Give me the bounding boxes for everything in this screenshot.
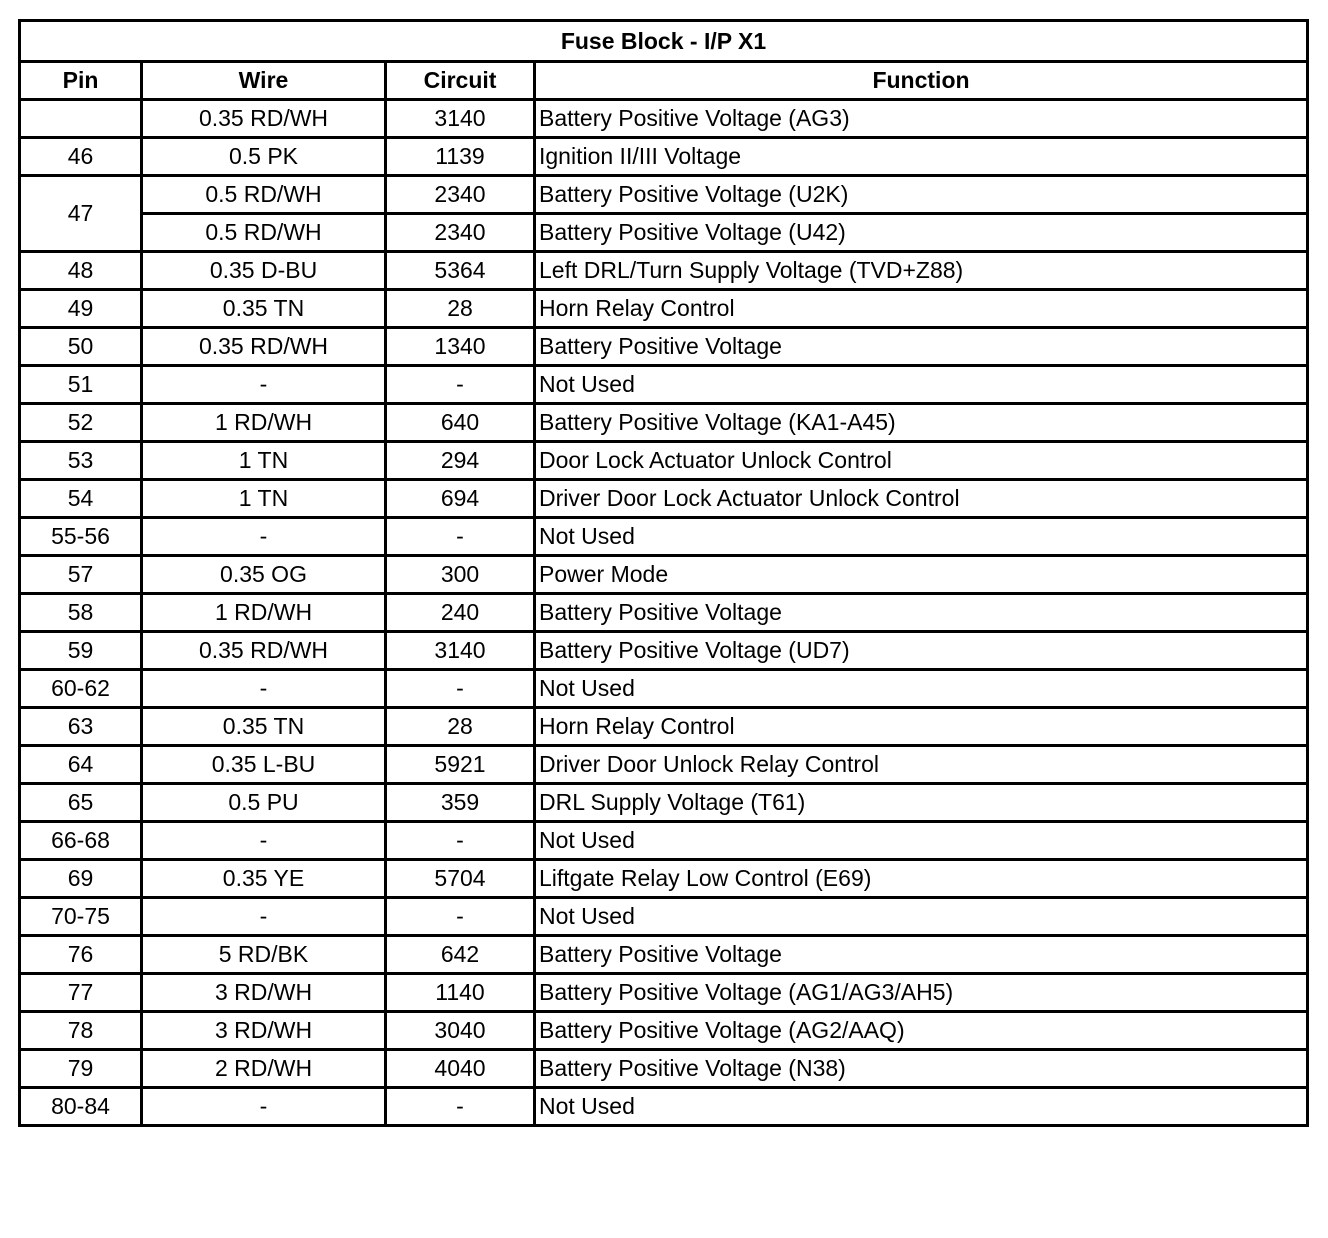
function-cell: Battery Positive Voltage (535, 594, 1308, 632)
wire-cell: 0.35 TN (142, 290, 386, 328)
function-cell: Driver Door Lock Actuator Unlock Control (535, 480, 1308, 518)
circuit-cell: 2340 (386, 176, 535, 214)
table-row (20, 1012, 1308, 1050)
function-cell: Ignition II/III Voltage (535, 138, 1308, 176)
function-cell: Battery Positive Voltage (535, 328, 1308, 366)
pin-cell: 58 (20, 594, 142, 632)
function-cell: Door Lock Actuator Unlock Control (535, 442, 1308, 480)
pin-cell: 47 (20, 176, 142, 252)
wire-cell: - (142, 1088, 386, 1126)
circuit-cell: 359 (386, 784, 535, 822)
function-cell: Left DRL/Turn Supply Voltage (TVD+Z88) (535, 252, 1308, 290)
function-cell: Not Used (535, 1088, 1308, 1126)
table-row (20, 708, 1308, 746)
circuit-cell: 3140 (386, 100, 535, 138)
pin-cell (20, 100, 142, 138)
circuit-cell: 294 (386, 442, 535, 480)
table-row (20, 214, 1308, 252)
table-title: Fuse Block - I/P X1 (20, 21, 1308, 62)
table-row (20, 670, 1308, 708)
table-row (20, 898, 1308, 936)
wire-cell: 3 RD/WH (142, 1012, 386, 1050)
wire-cell: - (142, 670, 386, 708)
circuit-cell: 5704 (386, 860, 535, 898)
table-row (20, 746, 1308, 784)
pin-cell: 48 (20, 252, 142, 290)
wire-cell: 1 RD/WH (142, 404, 386, 442)
circuit-cell: - (386, 670, 535, 708)
table-row (20, 290, 1308, 328)
wire-cell: 0.5 RD/WH (142, 176, 386, 214)
function-cell: Battery Positive Voltage (AG3) (535, 100, 1308, 138)
circuit-cell: 694 (386, 480, 535, 518)
pin-cell: 52 (20, 404, 142, 442)
circuit-cell: - (386, 518, 535, 556)
function-cell: Battery Positive Voltage (U2K) (535, 176, 1308, 214)
pin-cell: 64 (20, 746, 142, 784)
pin-cell: 60-62 (20, 670, 142, 708)
pin-cell: 54 (20, 480, 142, 518)
function-cell: Battery Positive Voltage (535, 936, 1308, 974)
wire-cell: 0.5 PU (142, 784, 386, 822)
circuit-cell: 28 (386, 708, 535, 746)
circuit-cell: 5921 (386, 746, 535, 784)
column-header-circuit: Circuit (386, 62, 535, 100)
column-header-function: Function (535, 62, 1308, 100)
pin-cell: 79 (20, 1050, 142, 1088)
table-row (20, 366, 1308, 404)
circuit-cell: 240 (386, 594, 535, 632)
pin-cell: 65 (20, 784, 142, 822)
table-row (20, 822, 1308, 860)
wire-cell: 0.35 RD/WH (142, 100, 386, 138)
table-row (20, 404, 1308, 442)
circuit-cell: 1340 (386, 328, 535, 366)
wire-cell: 1 TN (142, 442, 386, 480)
pin-cell: 80-84 (20, 1088, 142, 1126)
wire-cell: 0.35 RD/WH (142, 328, 386, 366)
table-row (20, 860, 1308, 898)
table-row (20, 556, 1308, 594)
table-row (20, 328, 1308, 366)
column-header-pin: Pin (20, 62, 142, 100)
circuit-cell: 640 (386, 404, 535, 442)
pin-cell: 69 (20, 860, 142, 898)
table-row (20, 480, 1308, 518)
function-cell: Driver Door Unlock Relay Control (535, 746, 1308, 784)
wire-cell: 5 RD/BK (142, 936, 386, 974)
circuit-cell: - (386, 366, 535, 404)
column-header-row (20, 62, 1308, 100)
wire-cell: 3 RD/WH (142, 974, 386, 1012)
wire-cell: - (142, 518, 386, 556)
wire-cell: 0.35 OG (142, 556, 386, 594)
fuse-block-table (18, 19, 1309, 1127)
table-row (20, 632, 1308, 670)
table-row (20, 936, 1308, 974)
wire-cell: 0.5 PK (142, 138, 386, 176)
wire-cell: 0.35 TN (142, 708, 386, 746)
wire-cell: 1 TN (142, 480, 386, 518)
wire-cell: 0.35 D-BU (142, 252, 386, 290)
pin-cell: 50 (20, 328, 142, 366)
wire-cell: 0.35 RD/WH (142, 632, 386, 670)
circuit-cell: 28 (386, 290, 535, 328)
wire-cell: 0.35 L-BU (142, 746, 386, 784)
table-row (20, 442, 1308, 480)
wire-cell: - (142, 366, 386, 404)
wire-cell: - (142, 898, 386, 936)
pin-cell: 51 (20, 366, 142, 404)
function-cell: DRL Supply Voltage (T61) (535, 784, 1308, 822)
circuit-cell: 2340 (386, 214, 535, 252)
pin-cell: 53 (20, 442, 142, 480)
circuit-cell: 1140 (386, 974, 535, 1012)
table-row (20, 974, 1308, 1012)
wire-cell: - (142, 822, 386, 860)
pin-cell: 49 (20, 290, 142, 328)
pin-cell: 66-68 (20, 822, 142, 860)
pin-cell: 59 (20, 632, 142, 670)
pin-cell: 76 (20, 936, 142, 974)
circuit-cell: - (386, 822, 535, 860)
circuit-cell: 3040 (386, 1012, 535, 1050)
table-row (20, 518, 1308, 556)
wire-cell: 0.5 RD/WH (142, 214, 386, 252)
circuit-cell: 5364 (386, 252, 535, 290)
function-cell: Horn Relay Control (535, 290, 1308, 328)
column-header-wire: Wire (142, 62, 386, 100)
function-cell: Not Used (535, 518, 1308, 556)
table-row (20, 100, 1308, 138)
function-cell: Battery Positive Voltage (N38) (535, 1050, 1308, 1088)
circuit-cell: 1139 (386, 138, 535, 176)
table-row (20, 138, 1308, 176)
table-row (20, 176, 1308, 214)
table-row (20, 252, 1308, 290)
table-row (20, 1050, 1308, 1088)
pin-cell: 63 (20, 708, 142, 746)
circuit-cell: 3140 (386, 632, 535, 670)
function-cell: Not Used (535, 670, 1308, 708)
function-cell: Battery Positive Voltage (KA1-A45) (535, 404, 1308, 442)
function-cell: Battery Positive Voltage (UD7) (535, 632, 1308, 670)
circuit-cell: - (386, 1088, 535, 1126)
pin-cell: 70-75 (20, 898, 142, 936)
circuit-cell: 300 (386, 556, 535, 594)
function-cell: Not Used (535, 366, 1308, 404)
circuit-cell: 642 (386, 936, 535, 974)
pin-cell: 77 (20, 974, 142, 1012)
wire-cell: 1 RD/WH (142, 594, 386, 632)
table-header (20, 21, 1308, 100)
table-body (20, 100, 1308, 1126)
circuit-cell: 4040 (386, 1050, 535, 1088)
pin-cell: 78 (20, 1012, 142, 1050)
function-cell: Battery Positive Voltage (U42) (535, 214, 1308, 252)
function-cell: Battery Positive Voltage (AG1/AG3/AH5) (535, 974, 1308, 1012)
pin-cell: 57 (20, 556, 142, 594)
pin-cell: 55-56 (20, 518, 142, 556)
function-cell: Horn Relay Control (535, 708, 1308, 746)
function-cell: Liftgate Relay Low Control (E69) (535, 860, 1308, 898)
wire-cell: 0.35 YE (142, 860, 386, 898)
title-row (20, 21, 1308, 62)
function-cell: Not Used (535, 822, 1308, 860)
wire-cell: 2 RD/WH (142, 1050, 386, 1088)
table-row (20, 594, 1308, 632)
circuit-cell: - (386, 898, 535, 936)
pin-cell: 46 (20, 138, 142, 176)
table-row (20, 784, 1308, 822)
function-cell: Not Used (535, 898, 1308, 936)
function-cell: Battery Positive Voltage (AG2/AAQ) (535, 1012, 1308, 1050)
table-row (20, 1088, 1308, 1126)
function-cell: Power Mode (535, 556, 1308, 594)
